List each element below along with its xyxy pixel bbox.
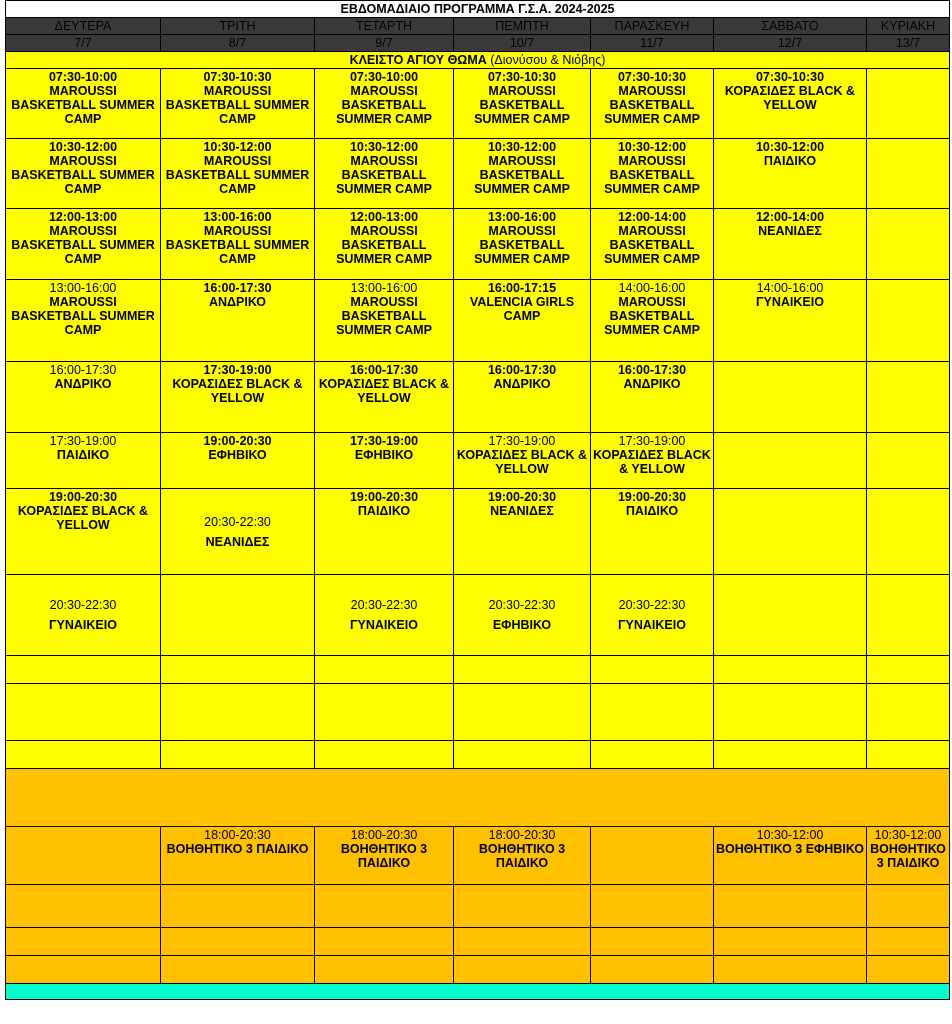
empty-cell xyxy=(714,362,867,433)
slot-time: 13:00-16:00 xyxy=(350,281,418,295)
slot-time: 07:30-10:30 xyxy=(617,70,687,84)
empty-cell xyxy=(6,928,161,956)
slot-cell xyxy=(315,489,454,575)
slot-time: 13:00-16:00 xyxy=(49,281,117,295)
empty-cell xyxy=(714,575,867,656)
slot-time: 17:30-19:00 xyxy=(349,434,419,448)
slot-team: MAROUSSI BASKETBALL SUMMER CAMP xyxy=(474,84,570,126)
day-sunday: ΚΥΡΙΑΚΗ xyxy=(867,18,950,35)
slot-time: 17:30-19:00 xyxy=(618,434,686,448)
slot-team: ΑΝΔΡΙΚΟ xyxy=(493,377,551,391)
slot-team: MAROUSSI BASKETBALL SUMMER CAMP xyxy=(336,295,432,337)
slot-cell xyxy=(161,362,315,433)
slot-cell xyxy=(161,69,315,139)
slot-team: MAROUSSI BASKETBALL SUMMER CAMP xyxy=(165,84,310,126)
slot-time: 10:30-12:00 xyxy=(487,140,557,154)
slot-cell xyxy=(591,69,714,139)
slot-team: ΑΝΔΡΙΚΟ xyxy=(54,377,112,391)
slot-team: ΠΑΙΔΙΚΟ xyxy=(357,504,411,518)
slot-time: 07:30-10:00 xyxy=(48,70,118,84)
slot-team: VALENCIA GIRLS CAMP xyxy=(469,295,575,323)
slot-team: ΝΕΑΝΙΔΕΣ xyxy=(490,504,554,518)
empty-cell xyxy=(161,684,315,741)
slot-time: 10:30-12:00 xyxy=(617,140,687,154)
slot-cell xyxy=(161,489,315,575)
slot-cell xyxy=(591,209,714,280)
slot-time: 18:00-20:30 xyxy=(488,828,556,842)
slot-team: ΝΕΑΝΙΔΕΣ xyxy=(205,534,270,549)
empty-cell xyxy=(867,362,950,433)
slot-time: 10:30-12:00 xyxy=(349,140,419,154)
empty-cell xyxy=(161,741,315,769)
slot-cell xyxy=(161,280,315,362)
empty-cell xyxy=(161,656,315,684)
empty-cell xyxy=(714,489,867,575)
slot-cell xyxy=(591,489,714,575)
slot-team: MAROUSSI BASKETBALL SUMMER CAMP xyxy=(336,154,432,196)
empty-cell xyxy=(315,885,454,928)
slot-team: ΚΟΡΑΣΙΔΕΣ BLACK & YELLOW xyxy=(318,377,450,405)
slot-team: ΒΟΗΘΗΤΙΚΟ 3 ΠΑΙΔΙΚΟ xyxy=(870,842,946,870)
empty-cell xyxy=(6,885,161,928)
slot-cell xyxy=(454,209,591,280)
slot-team: ΑΝΔΡΙΚΟ xyxy=(208,295,267,309)
slot-time: 14:00-16:00 xyxy=(756,281,824,295)
slot-cell xyxy=(315,280,454,362)
slot-team: MAROUSSI BASKETBALL SUMMER CAMP xyxy=(11,295,155,337)
slot-team: ΓΥΝΑΙΚΕΙΟ xyxy=(756,295,824,309)
secondary-venue-band xyxy=(6,769,950,827)
day-wednesday: ΤΕΤΑΡΤΗ xyxy=(315,18,454,35)
slot-time: 07:30-10:30 xyxy=(755,70,825,84)
slot-cell xyxy=(6,209,161,280)
empty-cell xyxy=(867,741,950,769)
slot-time: 20:30-22:30 xyxy=(488,598,556,612)
empty-cell xyxy=(6,741,161,769)
slot-team: ΒΟΗΘΗΤΙΚΟ 3 ΠΑΙΔΙΚΟ xyxy=(340,842,428,870)
empty-cell xyxy=(867,209,950,280)
slot-time: 17:30-19:00 xyxy=(49,434,117,448)
slot-team: ΕΦΗΒΙΚΟ xyxy=(354,448,414,462)
slot-cell xyxy=(454,362,591,433)
empty-cell xyxy=(161,928,315,956)
slot-team: MAROUSSI BASKETBALL SUMMER CAMP xyxy=(474,224,570,266)
empty-cell xyxy=(454,656,591,684)
empty-cell xyxy=(591,827,714,885)
empty-cell xyxy=(714,433,867,489)
slot-cell xyxy=(161,827,315,885)
slot-cell xyxy=(315,139,454,209)
day-saturday: ΣΑΒΒΑΤΟ xyxy=(714,18,867,35)
empty-cell xyxy=(714,928,867,956)
date-tuesday: 8/7 xyxy=(161,35,315,52)
day-tuesday: ΤΡΙΤΗ xyxy=(161,18,315,35)
slot-time: 19:00-20:30 xyxy=(487,490,557,504)
slot-time: 20:30-22:30 xyxy=(49,598,117,612)
slot-time: 12:00-14:00 xyxy=(617,210,687,224)
slot-time: 19:00-20:30 xyxy=(349,490,419,504)
slot-team: ΠΑΙΔΙΚΟ xyxy=(56,448,110,462)
slot-cell xyxy=(315,362,454,433)
slot-cell xyxy=(454,69,591,139)
empty-cell xyxy=(591,928,714,956)
empty-cell xyxy=(315,684,454,741)
slot-time: 10:30-12:00 xyxy=(48,140,118,154)
slot-cell xyxy=(315,69,454,139)
empty-cell xyxy=(454,928,591,956)
slot-team: MAROUSSI BASKETBALL SUMMER CAMP xyxy=(165,154,310,196)
slot-time: 19:00-20:30 xyxy=(48,490,118,504)
schedule-table xyxy=(5,0,950,1000)
empty-cell xyxy=(867,433,950,489)
slot-cell xyxy=(591,575,714,656)
empty-cell xyxy=(867,656,950,684)
slot-team: ΚΟΡΑΣΙΔΕΣ BLACK & YELLOW xyxy=(724,84,856,112)
slot-team: MAROUSSI BASKETBALL SUMMER CAMP xyxy=(604,154,700,196)
slot-team: ΓΥΝΑΙΚΕΙΟ xyxy=(350,618,418,632)
slot-time: 16:00-17:30 xyxy=(617,363,687,377)
empty-cell xyxy=(591,885,714,928)
slot-cell xyxy=(454,433,591,489)
slot-time: 20:30-22:30 xyxy=(618,598,686,612)
slot-team: ΚΟΡΑΣΙΔΕΣ BLACK & YELLOW xyxy=(593,448,711,476)
slot-cell xyxy=(454,827,591,885)
slot-cell xyxy=(6,575,161,656)
slot-team: MAROUSSI BASKETBALL SUMMER CAMP xyxy=(604,224,700,266)
slot-cell xyxy=(714,69,867,139)
slot-cell xyxy=(315,575,454,656)
slot-team: MAROUSSI BASKETBALL SUMMER CAMP xyxy=(11,154,155,196)
empty-cell xyxy=(315,741,454,769)
slot-team: MAROUSSI BASKETBALL SUMMER CAMP xyxy=(336,84,432,126)
slot-time: 16:00-17:15 xyxy=(487,281,557,295)
slot-time: 17:30-19:00 xyxy=(203,363,272,377)
slot-cell xyxy=(714,827,867,885)
slot-team: MAROUSSI BASKETBALL SUMMER CAMP xyxy=(604,295,700,337)
slot-cell xyxy=(6,433,161,489)
slot-time: 20:30-22:30 xyxy=(204,514,271,529)
slot-time: 07:30-10:30 xyxy=(487,70,557,84)
date-sunday: 13/7 xyxy=(867,35,950,52)
slot-team: MAROUSSI BASKETBALL SUMMER CAMP xyxy=(11,84,155,126)
slot-cell xyxy=(315,209,454,280)
slot-cell xyxy=(591,280,714,362)
slot-team: ΕΦΗΒΙΚΟ xyxy=(492,618,552,632)
slot-time: 17:30-19:00 xyxy=(488,434,556,448)
slot-cell xyxy=(714,280,867,362)
date-saturday: 12/7 xyxy=(714,35,867,52)
slot-team: ΑΝΔΡΙΚΟ xyxy=(623,377,681,391)
slot-cell xyxy=(6,362,161,433)
weekly-schedule xyxy=(5,0,949,1000)
slot-team: ΝΕΑΝΙΔΕΣ xyxy=(758,224,822,238)
slot-team: ΒΟΗΘΗΤΙΚΟ 3 ΠΑΙΔΙΚΟ xyxy=(166,842,309,856)
slot-time: 18:00-20:30 xyxy=(350,828,418,842)
slot-team: MAROUSSI BASKETBALL SUMMER CAMP xyxy=(336,224,432,266)
empty-cell xyxy=(867,684,950,741)
slot-team: ΚΟΡΑΣΙΔΕΣ BLACK & YELLOW xyxy=(17,504,149,532)
slot-team: ΒΟΗΘΗΤΙΚΟ 3 ΠΑΙΔΙΚΟ xyxy=(478,842,566,870)
slot-cell xyxy=(591,433,714,489)
slot-time: 16:00-17:30 xyxy=(349,363,419,377)
slot-cell xyxy=(161,139,315,209)
day-thursday: ΠΕΜΠΤΗ xyxy=(454,18,591,35)
empty-cell xyxy=(867,139,950,209)
venue-name: ΚΛΕΙΣΤΟ ΑΓΙΟΥ ΘΩΜΑ xyxy=(349,53,487,67)
date-friday: 11/7 xyxy=(591,35,714,52)
empty-cell xyxy=(714,684,867,741)
empty-cell xyxy=(591,684,714,741)
empty-cell xyxy=(454,885,591,928)
empty-cell xyxy=(867,69,950,139)
empty-cell xyxy=(454,956,591,984)
slot-time: 14:00-16:00 xyxy=(618,281,686,295)
slot-time: 10:30-12:00 xyxy=(874,828,942,842)
footer-band xyxy=(6,984,950,1000)
empty-cell xyxy=(714,741,867,769)
slot-time: 18:00-20:30 xyxy=(204,828,271,842)
slot-time: 16:00-17:30 xyxy=(203,281,272,295)
slot-cell xyxy=(591,139,714,209)
slot-team: ΓΥΝΑΙΚΕΙΟ xyxy=(618,618,686,632)
slot-team: ΓΥΝΑΙΚΕΙΟ xyxy=(49,618,117,632)
day-monday: ΔΕΥΤΕΡΑ xyxy=(6,18,161,35)
slot-team: ΒΟΗΘΗΤΙΚΟ 3 ΕΦΗΒΙΚΟ xyxy=(716,842,865,856)
slot-cell xyxy=(714,139,867,209)
empty-cell xyxy=(867,928,950,956)
empty-cell xyxy=(6,656,161,684)
schedule-title: ΕΒΔΟΜΑΔΙΑΙΟ ΠΡΟΓΡΑΜΜΑ Γ.Σ.Α. 2024-2025 xyxy=(6,1,950,18)
empty-cell xyxy=(6,684,161,741)
slot-cell xyxy=(161,209,315,280)
slot-time: 07:30-10:30 xyxy=(203,70,272,84)
empty-cell xyxy=(714,956,867,984)
venue-banner xyxy=(6,52,950,69)
slot-time: 20:30-22:30 xyxy=(350,598,418,612)
slot-time: 19:00-20:30 xyxy=(203,434,272,448)
slot-cell xyxy=(714,209,867,280)
empty-cell xyxy=(161,575,315,656)
slot-cell xyxy=(6,280,161,362)
slot-time: 13:00-16:00 xyxy=(487,210,557,224)
slot-team: MAROUSSI BASKETBALL SUMMER CAMP xyxy=(474,154,570,196)
empty-cell xyxy=(454,684,591,741)
empty-cell xyxy=(454,741,591,769)
slot-time: 16:00-17:30 xyxy=(487,363,557,377)
slot-team: MAROUSSI BASKETBALL SUMMER CAMP xyxy=(604,84,700,126)
slot-cell xyxy=(454,139,591,209)
slot-time: 10:30-12:00 xyxy=(756,828,824,842)
slot-cell xyxy=(315,433,454,489)
empty-cell xyxy=(867,489,950,575)
empty-cell xyxy=(591,741,714,769)
empty-cell xyxy=(315,928,454,956)
date-wednesday: 9/7 xyxy=(315,35,454,52)
slot-time: 10:30-12:00 xyxy=(755,140,825,154)
date-monday: 7/7 xyxy=(6,35,161,52)
slot-cell xyxy=(591,362,714,433)
slot-team: MAROUSSI BASKETBALL SUMMER CAMP xyxy=(11,224,155,266)
empty-cell xyxy=(161,956,315,984)
empty-cell xyxy=(867,280,950,362)
empty-cell xyxy=(867,575,950,656)
slot-time: 07:30-10:00 xyxy=(349,70,419,84)
empty-cell xyxy=(867,885,950,928)
venue-address: (Διονύσου & Νιόβης) xyxy=(490,53,606,67)
slot-cell xyxy=(454,280,591,362)
slot-cell xyxy=(454,489,591,575)
slot-team: ΚΟΡΑΣΙΔΕΣ BLACK & YELLOW xyxy=(456,448,588,476)
empty-cell xyxy=(714,656,867,684)
slot-time: 13:00-16:00 xyxy=(203,210,272,224)
slot-cell xyxy=(315,827,454,885)
empty-cell xyxy=(161,885,315,928)
empty-cell xyxy=(591,656,714,684)
day-friday: ΠΑΡΑΣΚΕΥΗ xyxy=(591,18,714,35)
slot-team: ΠΑΙΔΙΚΟ xyxy=(625,504,679,518)
slot-cell xyxy=(867,827,950,885)
slot-cell xyxy=(6,69,161,139)
slot-time: 12:00-14:00 xyxy=(755,210,825,224)
slot-team: ΕΦΗΒΙΚΟ xyxy=(208,448,267,462)
slot-team: MAROUSSI BASKETBALL SUMMER CAMP xyxy=(165,224,310,266)
date-thursday: 10/7 xyxy=(454,35,591,52)
slot-team: ΚΟΡΑΣΙΔΕΣ BLACK & YELLOW xyxy=(172,377,303,405)
slot-time: 12:00-13:00 xyxy=(349,210,419,224)
slot-cell xyxy=(454,575,591,656)
empty-cell xyxy=(714,885,867,928)
empty-cell xyxy=(6,827,161,885)
empty-cell xyxy=(315,956,454,984)
slot-time: 12:00-13:00 xyxy=(48,210,118,224)
empty-cell xyxy=(867,956,950,984)
slot-time: 19:00-20:30 xyxy=(617,490,687,504)
slot-time: 10:30-12:00 xyxy=(203,140,272,154)
slot-team: ΠΑΙΔΙΚΟ xyxy=(763,154,817,168)
slot-cell xyxy=(6,489,161,575)
slot-cell xyxy=(161,433,315,489)
empty-cell xyxy=(6,956,161,984)
empty-cell xyxy=(315,656,454,684)
empty-cell xyxy=(591,956,714,984)
slot-cell xyxy=(6,139,161,209)
slot-time: 16:00-17:30 xyxy=(49,363,117,377)
